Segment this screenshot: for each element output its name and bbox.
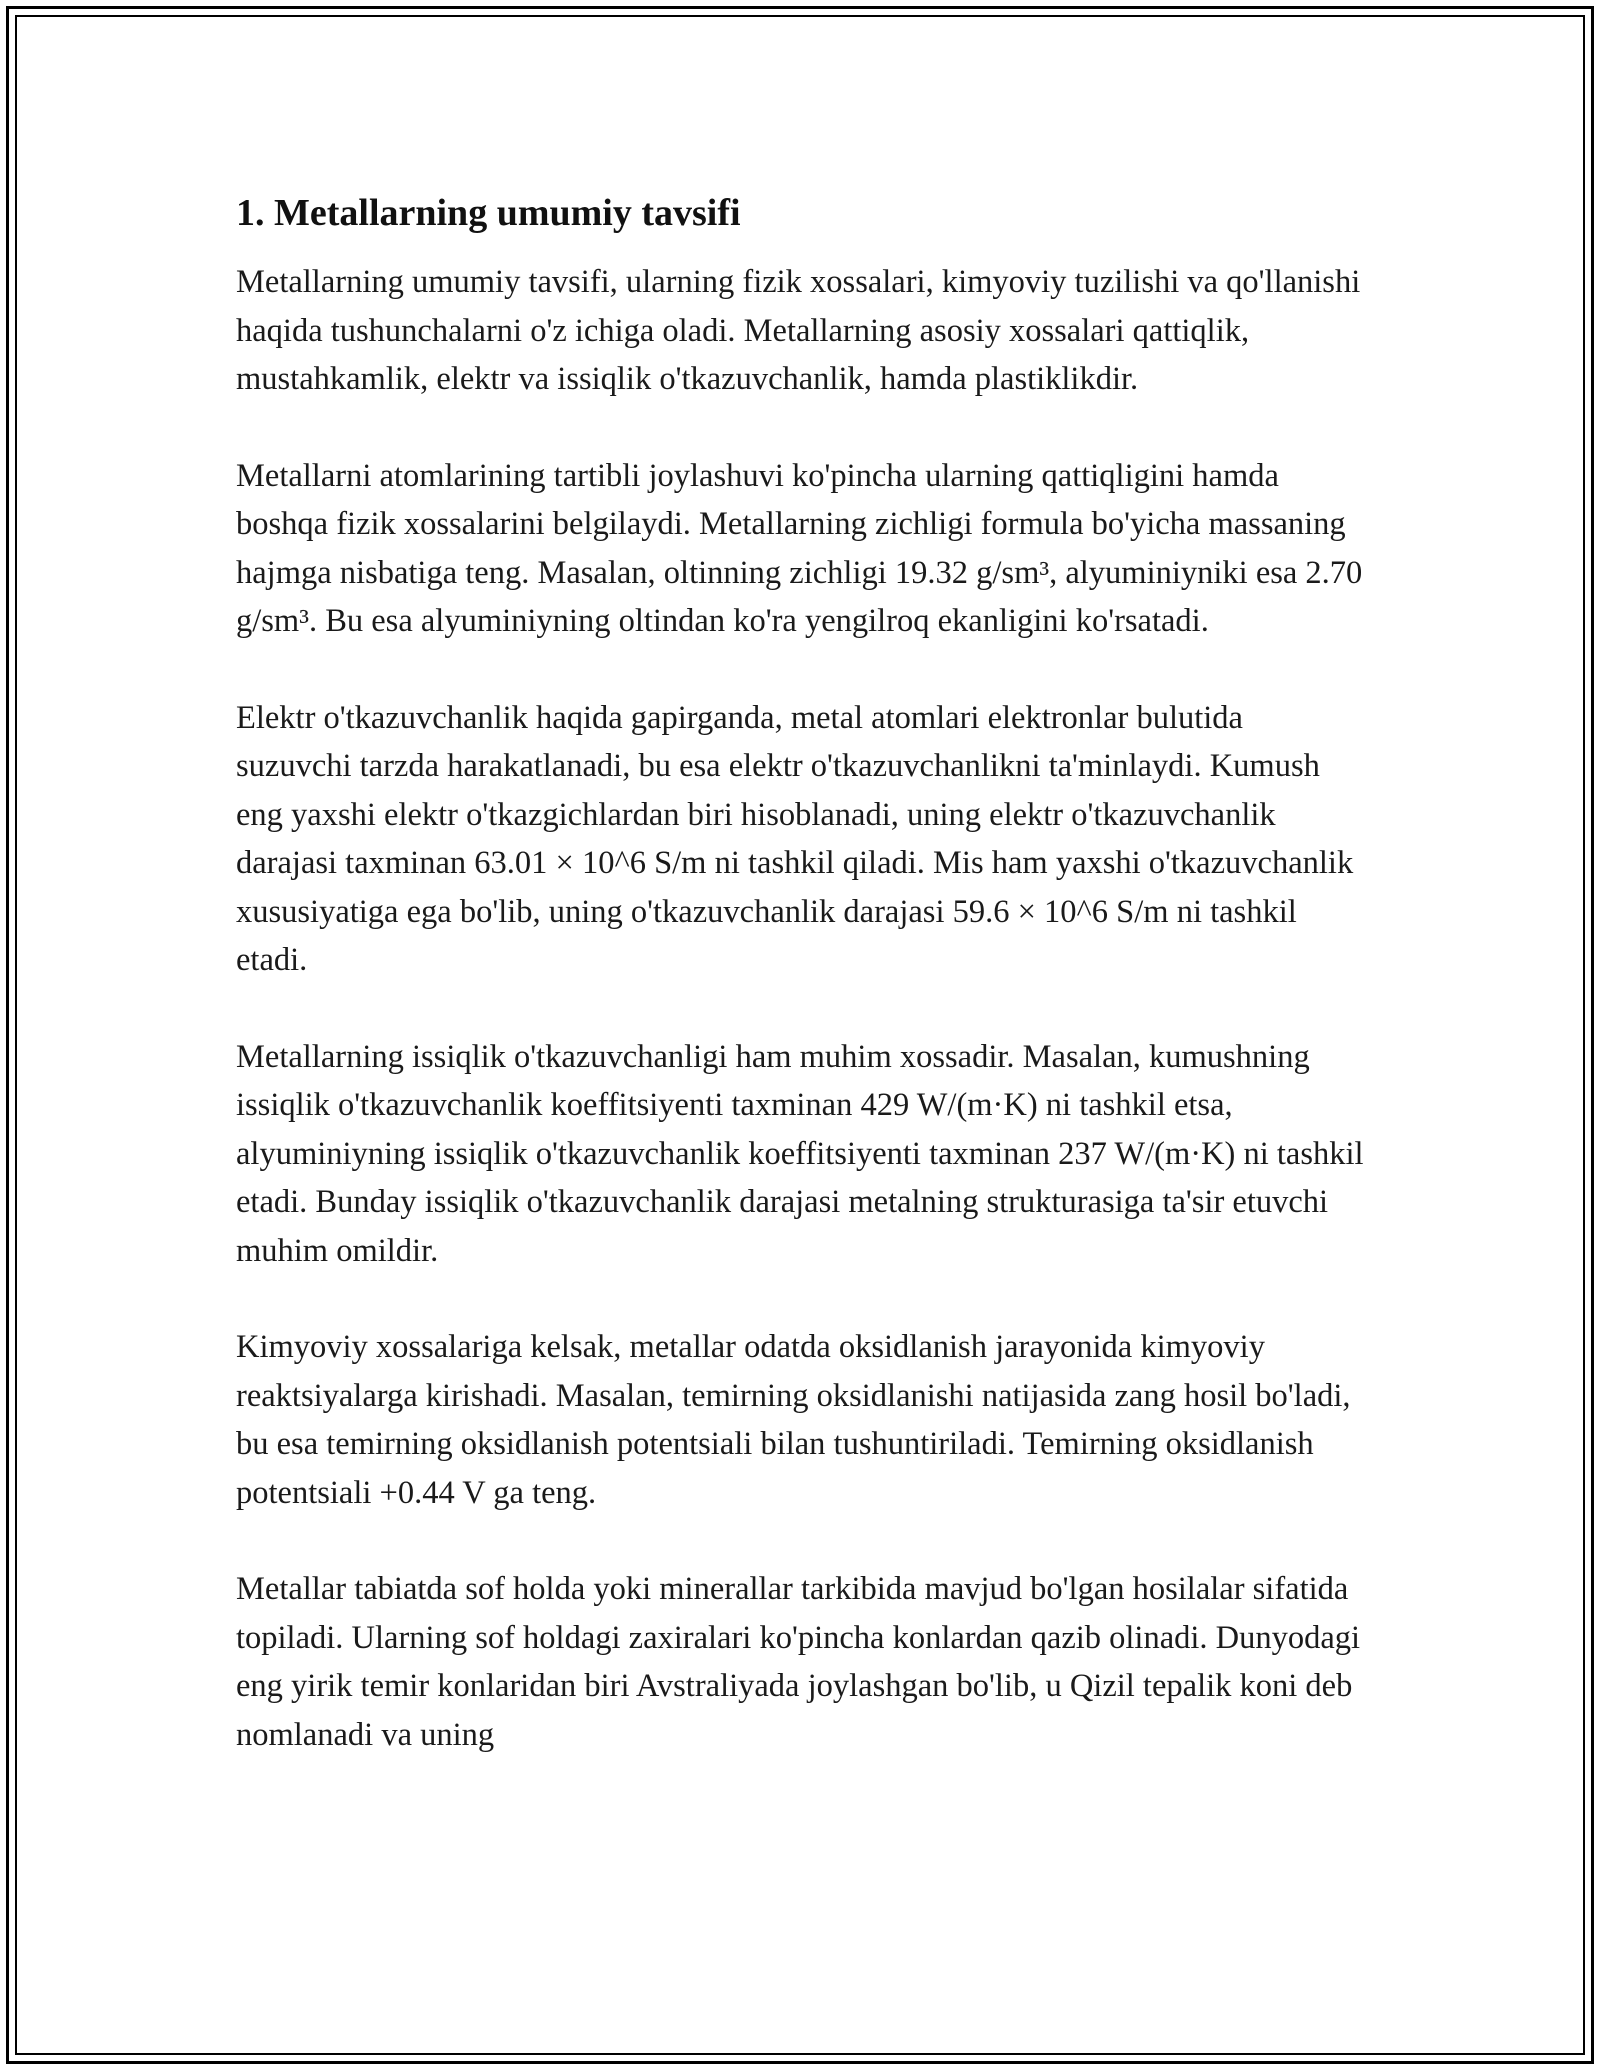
paragraph-chemical-properties: Kimyoviy xossalariga kelsak, metallar odatda oksidlanish jarayonida kimyoviy reaktsiyalarga kirishadi. Masalan, temirning oksidlanishi natijasida zang hosil bo'ladi, bu esa temirning oksidlanish potentsiali bilan tushuntiriladi. Temirning oksidlanish potentsiali +0.44 V ga teng. xyxy=(236,1329,1351,1511)
section-heading: 1. Metallarning umumiy tavsifi xyxy=(236,192,741,234)
document-body xyxy=(236,188,1366,1807)
paragraph-thermal-conductivity: Metallarning issiqlik o'tkazuvchanligi ham muhim xossadir. Masalan, kumushning issiqlik o'tkazuvchanlik koeffitsiyenti taxminan 429 W/(m·K) ni tashkil etsa, alyuminiyning issiqlik o'tkazuvchanlik koeffitsiyenti taxminan 237 W/(m·K) ni tashkil etadi. Bunday issiqlik o'tkazuvchanlik darajasi metalning strukturasiga ta'sir etuvchi muhim omildir. xyxy=(236,1038,1364,1269)
paragraph-natural-occurrence: Metallar tabiatda sof holda yoki minerallar tarkibida mavjud bo'lgan hosilalar sifatida topiladi. Ularning sof holdagi zaxiralari ko'pincha konlardan qazib olinadi. Dunyodagi eng yirik temir konlaridan biri Avstraliyada joylashgan bo'lib, u Qizil tepalik koni deb nomlanadi va uning xyxy=(236,1571,1361,1753)
paragraph-electrical-conductivity: Elektr o'tkazuvchanlik haqida gapirganda, metal atomlari elektronlar bulutida suzuvchi tarzda harakatlanadi, bu esa elektr o'tkazuvchanlikni ta'minlaydi. Kumush eng yaxshi elektr o'tkazgichlardan biri hisoblanadi, uning elektr o'tkazuvchanlik darajasi taxminan 63.01 × 10^6 S/m ni tashkil qiladi. Mis ham yaxshi o'tkazuvchanlik xususiyatiga ega bo'lib, uning o'tkazuvchanlik darajasi 59.6 × 10^6 S/m ni tashkil etadi. xyxy=(236,699,1354,978)
paragraph-general-description: Metallarning umumiy tavsifi, ularning fizik xossalari, kimyoviy tuzilishi va qo'llanishi haqida tushunchalarni o'z ichiga oladi. Metallarning asosiy xossalari qattiqlik, mustahkamlik, elektr va issiqlik o'tkazuvchanlik, hamda plastiklikdir. xyxy=(236,264,1361,397)
paragraph-density: Metallarni atomlarining tartibli joylashuvi ko'pincha ularning qattiqligini hamda boshqa fizik xossalarini belgilaydi. Metallarning zichligi formula bo'yicha massaning hajmga nisbatiga teng. Masalan, oltinning zichligi 19.32 g/sm³, alyuminiyniki esa 2.70 g/sm³. Bu esa alyuminiyning oltindan ko'ra yengilroq ekanligini ko'rsatadi. xyxy=(236,457,1363,639)
